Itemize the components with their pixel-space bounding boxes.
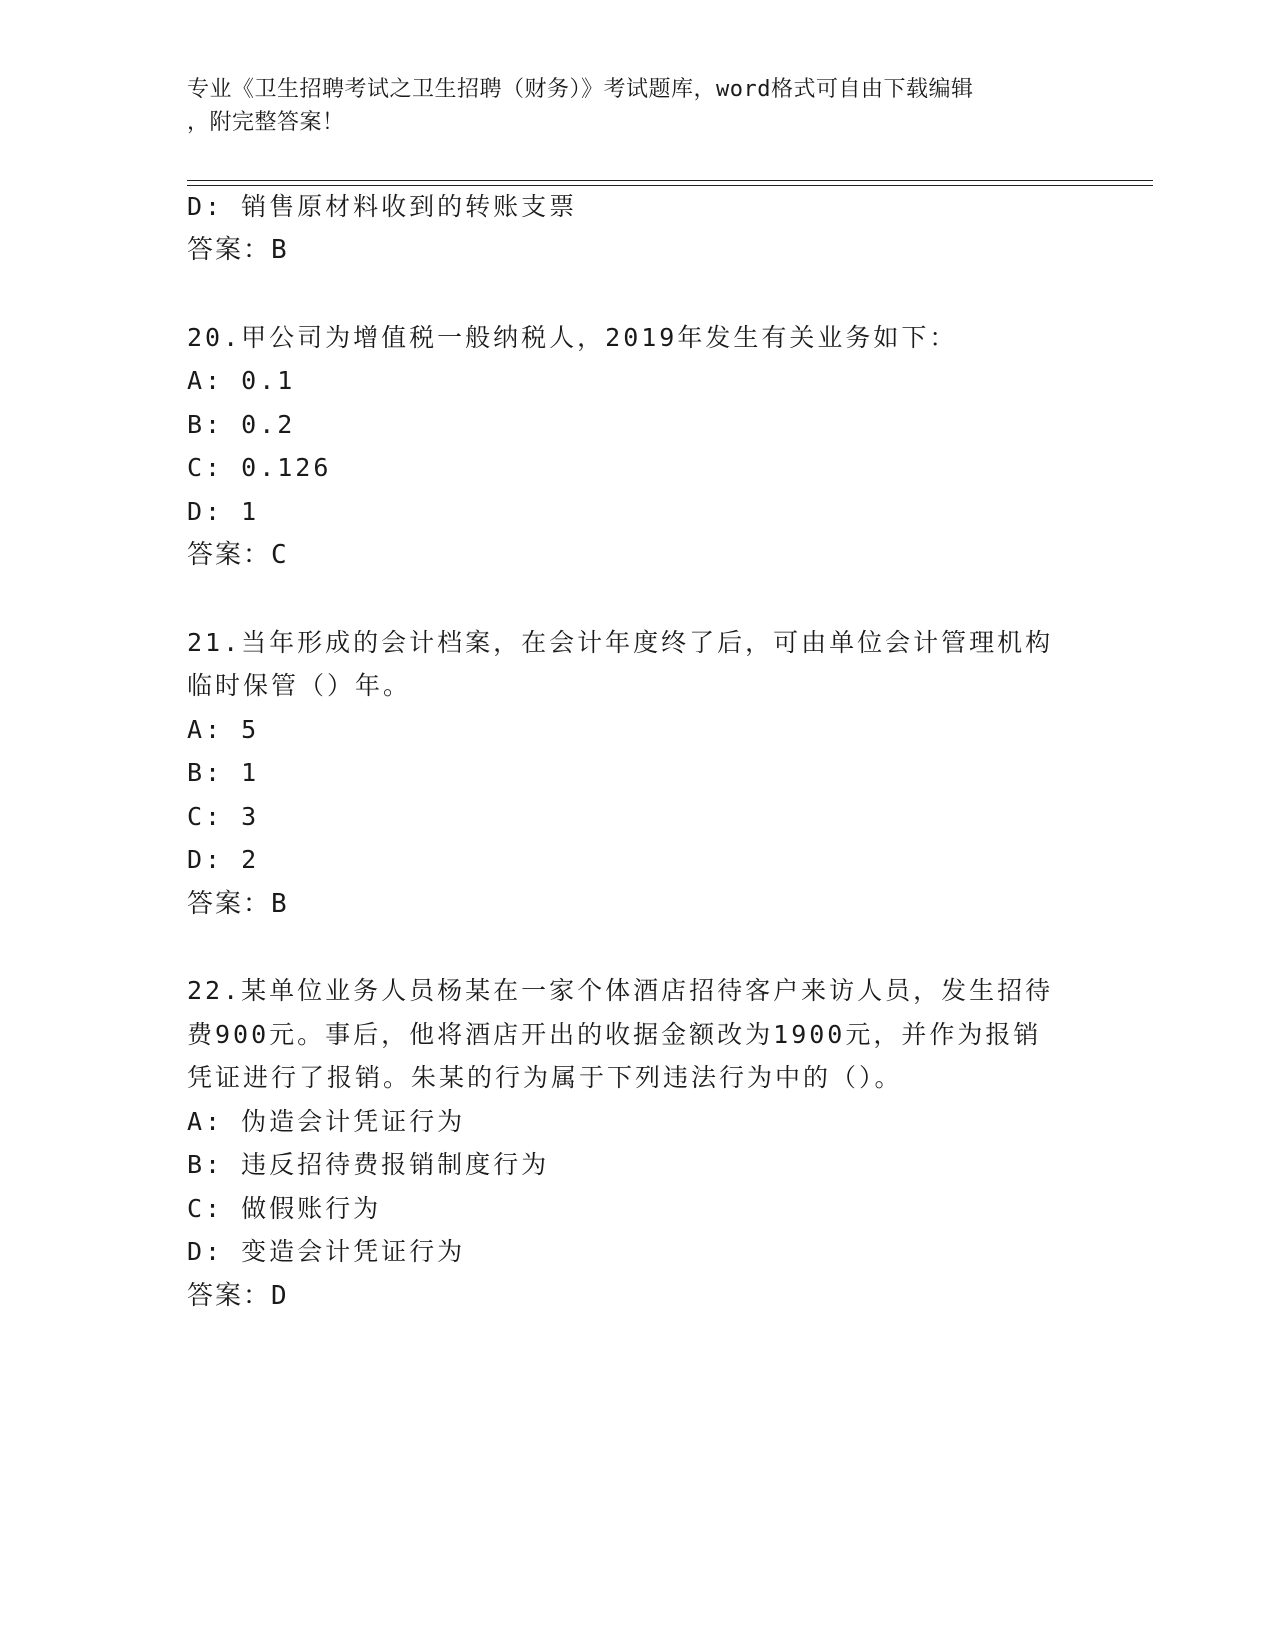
q22-option-d: D: 变造会计凭证行为 <box>187 1237 466 1266</box>
q20-option-a: A: 0.1 <box>187 366 296 395</box>
q20-option-b: B: 0.2 <box>187 410 296 439</box>
q22-answer: 答案：D <box>187 1281 289 1311</box>
q21-answer: 答案：B <box>187 889 289 919</box>
header-divider-bottom <box>187 185 1153 186</box>
q22-stem-line-1: 22.某单位业务人员杨某在一家个体酒店招待客户来访人员，发生招待 <box>187 976 1054 1005</box>
q21-option-b: B: 1 <box>187 758 260 787</box>
document-header <box>187 73 1087 139</box>
q20-option-c: C: 0.126 <box>187 453 332 482</box>
q22-stem-line-3: 凭证进行了报销。朱某的行为属于下列违法行为中的（）。 <box>187 1063 903 1092</box>
q20-option-d: D: 1 <box>187 497 260 526</box>
q22-stem-line-2: 费900元。事后，他将酒店开出的收据金额改为1900元，并作为报销 <box>187 1020 1042 1049</box>
q21-option-a: A: 5 <box>187 715 260 744</box>
q21-stem-line-1: 21.当年形成的会计档案，在会计年度终了后，可由单位会计管理机构 <box>187 628 1054 657</box>
q22-option-c: C: 做假账行为 <box>187 1194 382 1223</box>
prev-answer: 答案：B <box>187 235 289 265</box>
q20-stem: 20.甲公司为增值税一般纳税人，2019年发生有关业务如下： <box>187 323 958 352</box>
q22-option-b: B: 违反招待费报销制度行为 <box>187 1150 550 1179</box>
q21-option-c: C: 3 <box>187 802 260 831</box>
q21-option-d: D: 2 <box>187 845 260 874</box>
q20-answer: 答案：C <box>187 540 289 570</box>
header-line-2: ，附完整答案！ <box>187 110 345 135</box>
q21-stem-line-2: 临时保管（）年。 <box>187 671 412 700</box>
header-divider-top <box>187 180 1153 181</box>
header-line-1: 专业《卫生招聘考试之卫生招聘（财务）》考试题库，word格式可自由下载编辑 <box>187 77 974 102</box>
prev-option-d: D: 销售原材料收到的转账支票 <box>187 192 578 221</box>
q22-option-a: A: 伪造会计凭证行为 <box>187 1107 466 1136</box>
